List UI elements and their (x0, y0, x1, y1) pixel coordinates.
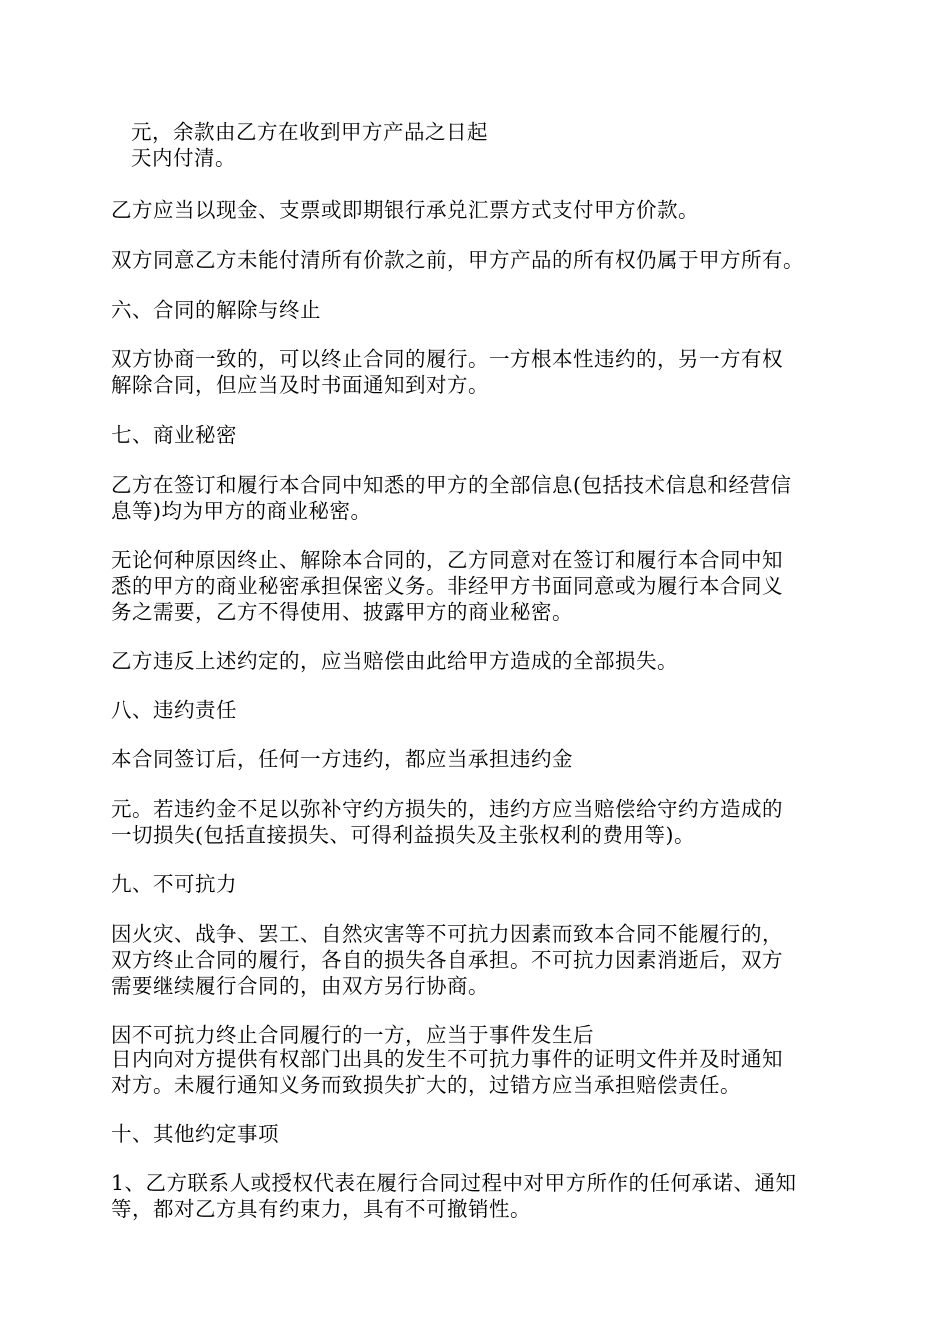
termination-paragraph-line: 解除合同，但应当及时书面通知到对方。 (111, 373, 489, 397)
trade-secrets-paragraph-line: 息等)均为甲方的商业秘密。 (111, 499, 372, 523)
other-terms-item-line: 等，都对乙方具有约束力，具有不可撤销性。 (111, 1197, 531, 1221)
ownership-paragraph: 双方同意乙方未能付清所有价款之前，甲方产品的所有权仍属于甲方所有。 (111, 248, 804, 272)
force-majeure-notice-line: 日内向对方提供有权部门出具的发生不可抗力事件的证明文件并及时通知 (111, 1047, 783, 1071)
force-majeure-notice-line: 对方。未履行通知义务而致损失扩大的，过错方应当承担赔偿责任。 (111, 1073, 741, 1097)
payment-balance-line: 元，余款由乙方在收到甲方产品之日起 (131, 120, 488, 144)
breach-compensation-paragraph: 乙方违反上述约定的，应当赔偿由此给甲方造成的全部损失。 (111, 649, 678, 673)
section-heading-trade-secrets: 七、商业秘密 (111, 423, 237, 447)
force-majeure-notice-line: 因不可抗力终止合同履行的一方，应当于事件发生后 (111, 1023, 594, 1047)
confidentiality-paragraph-line: 务之需要，乙方不得使用、披露甲方的商业秘密。 (111, 600, 573, 624)
section-heading-termination: 六、合同的解除与终止 (111, 298, 321, 322)
section-heading-force-majeure: 九、不可抗力 (111, 872, 237, 896)
force-majeure-paragraph-line: 双方终止合同的履行，各自的损失各自承担。不可抗力因素消逝后，双方 (111, 948, 783, 972)
confidentiality-paragraph-line: 无论何种原因终止、解除本合同的，乙方同意对在签订和履行本合同中知 (111, 548, 783, 572)
liability-paragraph-line: 一切损失(包括直接损失、可得利益损失及主张权利的费用等)。 (111, 823, 695, 847)
payment-method-paragraph: 乙方应当以现金、支票或即期银行承兑汇票方式支付甲方价款。 (111, 198, 699, 222)
termination-paragraph-line: 双方协商一致的，可以终止合同的履行。一方根本性违约的，另一方有权 (111, 347, 783, 371)
confidentiality-paragraph-line: 悉的甲方的商业秘密承担保密义务。非经甲方书面同意或为履行本合同义 (111, 574, 783, 598)
other-terms-item-line: 1、乙方联系人或授权代表在履行合同过程中对甲方所作的任何承诺、通知 (111, 1171, 797, 1195)
section-heading-other-terms: 十、其他约定事项 (111, 1122, 279, 1146)
payment-days-line: 天内付清。 (131, 146, 236, 170)
liability-paragraph-line: 本合同签订后，任何一方违约，都应当承担违约金 (111, 747, 573, 771)
section-heading-liability: 八、违约责任 (111, 698, 237, 722)
force-majeure-paragraph-line: 需要继续履行合同的，由双方另行协商。 (111, 974, 489, 998)
trade-secrets-paragraph-line: 乙方在签订和履行本合同中知悉的甲方的全部信息(包括技术信息和经营信 (111, 473, 792, 497)
liability-paragraph-line: 元。若违约金不足以弥补守约方损失的，违约方应当赔偿给守约方造成的 (111, 797, 783, 821)
force-majeure-paragraph-line: 因火灾、战争、罢工、自然灾害等不可抗力因素而致本合同不能履行的， (111, 922, 783, 946)
